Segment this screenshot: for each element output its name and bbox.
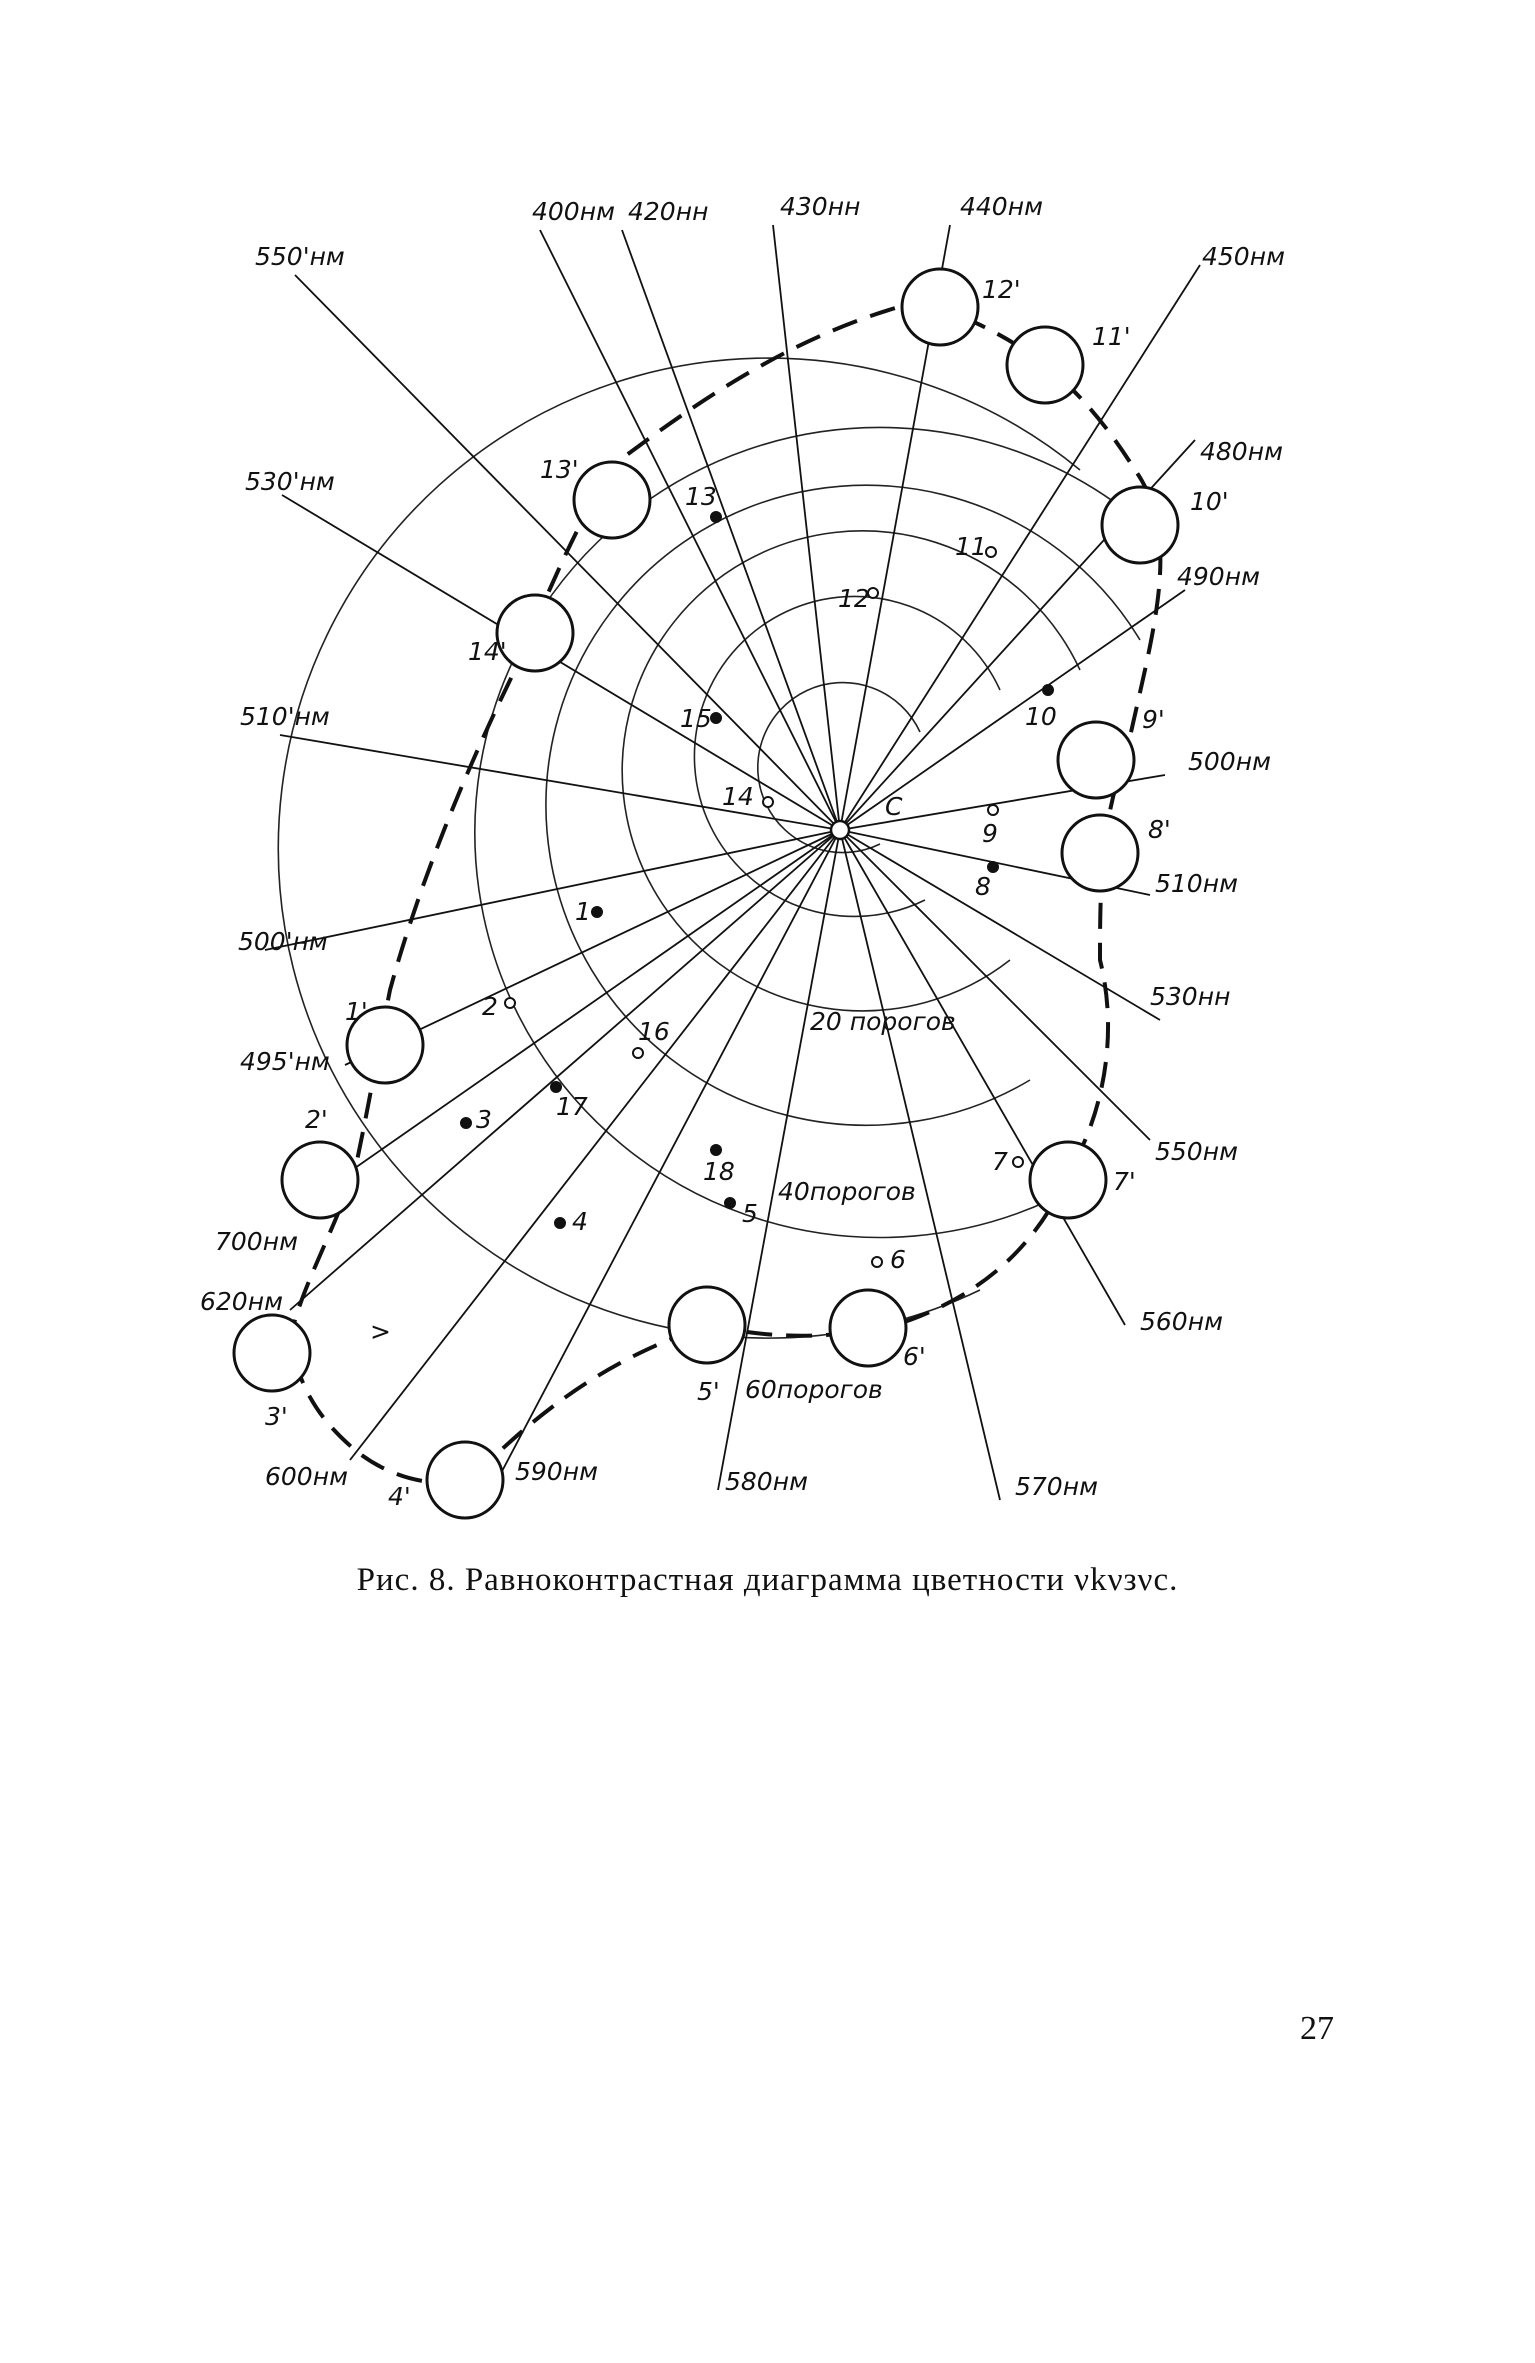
label-510nm: 510нм — [1155, 869, 1238, 898]
ray-560 — [840, 830, 1125, 1325]
label-420nn: 420нн — [628, 197, 709, 226]
label-point-11: 11 — [955, 532, 987, 561]
point-14 — [763, 797, 773, 807]
label-60-thresholds: 60порогов — [745, 1375, 883, 1404]
label-590nm: 590нм — [515, 1457, 598, 1486]
label-point-7: 7 — [992, 1147, 1008, 1176]
label-490nm: 490нм — [1177, 562, 1260, 591]
point-3 — [461, 1118, 471, 1128]
label-point-16: 16 — [638, 1017, 670, 1046]
circle-8p — [1062, 815, 1138, 891]
circle-3p — [234, 1315, 310, 1391]
label-550pnm: 550'нм — [255, 242, 345, 271]
label-620nm: 620нм — [200, 1287, 283, 1316]
label-570nm: 570нм — [1015, 1472, 1098, 1501]
label-495pnm: 495'нм — [240, 1047, 330, 1076]
label-circle-7p: 7' — [1113, 1167, 1136, 1196]
label-500nm: 500нм — [1188, 747, 1271, 776]
point-13 — [711, 512, 721, 522]
label-500pnm: 500'нм — [238, 927, 328, 956]
label-510pnm: 510'нм — [240, 702, 330, 731]
label-480nm: 480нм — [1200, 437, 1283, 466]
circle-10p — [1102, 487, 1178, 563]
label-circle-12p: 12' — [982, 275, 1021, 304]
label-circle-13p: 13' — [540, 455, 579, 484]
label-point-9: 9 — [982, 819, 998, 848]
point-9 — [988, 805, 998, 815]
label-circle-6p: 6' — [903, 1342, 926, 1371]
stray-mark: > — [370, 1317, 391, 1346]
circle-2p — [282, 1142, 358, 1218]
circle-5p — [669, 1287, 745, 1363]
circle-7p — [1030, 1142, 1106, 1218]
label-point-15: 15 — [680, 704, 712, 733]
label-450nm: 450нм — [1202, 242, 1285, 271]
label-circle-8p: 8' — [1148, 815, 1171, 844]
label-700nm: 700нм — [215, 1227, 298, 1256]
ray-510p — [280, 735, 840, 830]
label-point-18: 18 — [703, 1157, 735, 1186]
circle-9p — [1058, 722, 1134, 798]
label-circle-5p: 5' — [697, 1377, 720, 1406]
point-18 — [711, 1145, 721, 1155]
point-4 — [555, 1218, 565, 1228]
label-40-thresholds: 40порогов — [778, 1177, 916, 1206]
center-point — [831, 821, 849, 839]
figure-caption: Рис. 8. Равноконтрастная диаграмма цветности νkνзνc. — [356, 1562, 1179, 1598]
label-circle-2p: 2' — [305, 1105, 328, 1134]
page-number: 27 — [1300, 2010, 1334, 2047]
label-circle-3p: 3' — [265, 1402, 288, 1431]
label-550nm: 550нм — [1155, 1137, 1238, 1166]
ray-600 — [350, 830, 840, 1460]
label-530pnm: 530'нм — [245, 467, 335, 496]
circle-12p — [902, 269, 978, 345]
point-16 — [633, 1048, 643, 1058]
label-point-6: 6 — [890, 1245, 906, 1274]
point-5 — [725, 1198, 735, 1208]
label-point-4: 4 — [572, 1207, 588, 1236]
label-circle-14p: 14' — [468, 637, 507, 666]
point-15 — [711, 713, 721, 723]
label-point-13: 13 — [685, 482, 717, 511]
label-circle-4p: 4' — [388, 1482, 411, 1511]
label-430nn: 430нн — [780, 192, 861, 221]
ring-6 — [278, 358, 1080, 1338]
label-point-3: 3 — [476, 1105, 492, 1134]
label-20-thresholds: 20 порогов — [810, 1007, 956, 1036]
point-17 — [551, 1082, 561, 1092]
label-580nm: 580нм — [725, 1467, 808, 1496]
label-point-8: 8 — [975, 872, 991, 901]
label-400nm: 400нм — [532, 197, 615, 226]
label-600nm: 600нм — [265, 1462, 348, 1491]
point-8 — [988, 862, 998, 872]
label-440nm: 440нм — [960, 192, 1043, 221]
point-11 — [986, 547, 996, 557]
point-6 — [872, 1257, 882, 1267]
point-1 — [592, 907, 602, 917]
label-530nn: 530нн — [1150, 982, 1231, 1011]
label-point-10: 10 — [1025, 702, 1057, 731]
label-circle-10p: 10' — [1190, 487, 1229, 516]
circle-6p — [830, 1290, 906, 1366]
label-point-14: 14 — [722, 782, 754, 811]
label-center: С — [885, 792, 903, 821]
label-point-17: 17 — [556, 1092, 588, 1121]
label-point-1: 1 — [575, 897, 591, 926]
label-point-5: 5 — [742, 1199, 758, 1228]
label-circle-1p: 1' — [345, 997, 368, 1026]
label-560nm: 560нм — [1140, 1307, 1223, 1336]
point-2 — [505, 998, 515, 1008]
ring-2 — [694, 596, 1000, 916]
threshold-rings — [278, 358, 1160, 1338]
label-circle-9p: 9' — [1142, 705, 1165, 734]
point-7 — [1013, 1157, 1023, 1167]
circle-13p — [574, 462, 650, 538]
label-point-12: 12 — [838, 584, 870, 613]
circle-14p — [497, 595, 573, 671]
circle-11p — [1007, 327, 1083, 403]
label-circle-11p: 11' — [1092, 322, 1131, 351]
circle-4p — [427, 1442, 503, 1518]
label-point-2: 2 — [482, 992, 498, 1021]
point-10 — [1043, 685, 1053, 695]
